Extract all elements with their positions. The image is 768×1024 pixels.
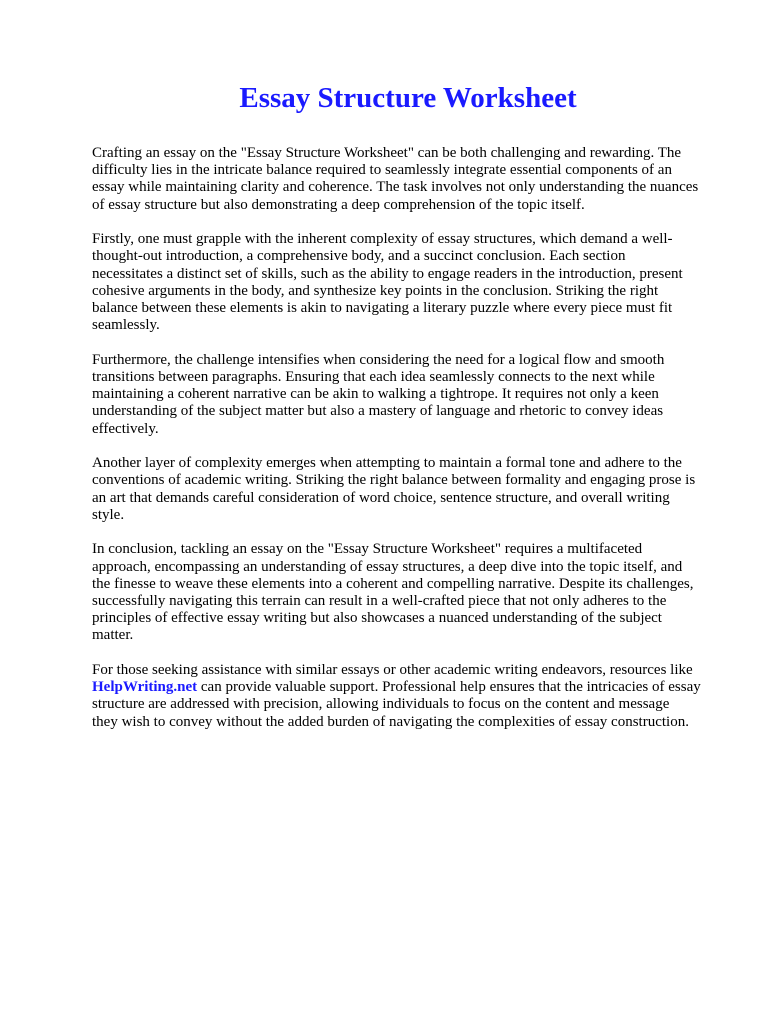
text-line: the finesse to weave these elements into a coherent and compelling narrative. Despite its challenges, [92, 575, 694, 592]
page-title: Essay Structure Worksheet [239, 82, 577, 114]
text-line: of essay structure but also demonstrating a deep comprehension of the topic itself. [92, 196, 585, 213]
paragraph-furthermore [92, 352, 726, 438]
text-line: principles of effective essay writing but also showcases a nuanced understanding of the subject [92, 610, 662, 627]
text-line: structure are addressed with precision, allowing individuals to focus on the content and message [92, 696, 670, 713]
text-line: balance between these elements is akin to navigating a literary puzzle where every piece must fit [92, 300, 673, 317]
paragraph-intro [92, 145, 726, 214]
text-line [92, 679, 726, 696]
text-line: approach, encompassing an understanding of essay structures, a deep dive into the topic itself, and [92, 558, 683, 575]
text-line: matter. [92, 627, 134, 644]
text-line: Furthermore, the challenge intensifies when considering the need for a logical flow and smooth [92, 351, 665, 368]
text-line: an art that demands careful consideration of word choice, sentence structure, and overall writing [92, 489, 670, 506]
text-line: seamlessly. [92, 317, 160, 334]
text-line: transitions between paragraphs. Ensuring that each idea seamlessly connects to the next while [92, 369, 655, 386]
text-line: thought-out introduction, a comprehensive body, and a succinct conclusion. Each section [92, 248, 626, 265]
text-line: difficulty lies in the intricate balance required to seamlessly integrate essential components of an [92, 162, 672, 179]
text-line: In conclusion, tackling an essay on the "Essay Structure Worksheet" requires a multifaceted [92, 541, 643, 558]
text-line: conventions of academic writing. Striking the right balance between formality and engaging prose is [92, 472, 696, 489]
document-body [92, 145, 726, 748]
paragraph-assistance [92, 662, 726, 731]
text-fragment: can provide valuable support. Professional help ensures that the intricacies of essay [197, 679, 701, 696]
text-line: understanding of the subject matter but also a mastery of language and rhetoric to convey ideas [92, 403, 664, 420]
text-line: essay while maintaining clarity and coherence. The task involves not only understanding the nuances [92, 179, 699, 196]
text-line: necessitates a distinct set of skills, such as the ability to engage readers in the introduction, present [92, 265, 683, 282]
paragraph-conclusion [92, 541, 726, 644]
text-line: For those seeking assistance with similar essays or other academic writing endeavors, resources like [92, 662, 693, 679]
text-line: Firstly, one must grapple with the inherent complexity of essay structures, which demand a well- [92, 231, 673, 248]
text-line: style. [92, 506, 125, 523]
text-line: Another layer of complexity emerges when attempting to maintain a formal tone and adhere to the [92, 455, 682, 472]
paragraph-another-layer [92, 455, 726, 524]
text-line: they wish to convey without the added burden of navigating the complexities of essay construction. [92, 713, 689, 730]
text-line: effectively. [92, 420, 159, 437]
paragraph-firstly [92, 231, 726, 334]
text-line: successfully navigating this terrain can result in a well-crafted piece that not only adheres to the [92, 593, 667, 610]
text-line: Crafting an essay on the "Essay Structure Worksheet" can be both challenging and rewarding. The [92, 145, 682, 161]
text-line: cohesive arguments in the body, and synthesize key points in the conclusion. Striking the right [92, 282, 659, 299]
helpwriting-link[interactable]: HelpWriting.net [92, 679, 198, 696]
text-line: maintaining a coherent narrative can be akin to walking a tightrope. It requires not only a keen [92, 386, 659, 403]
